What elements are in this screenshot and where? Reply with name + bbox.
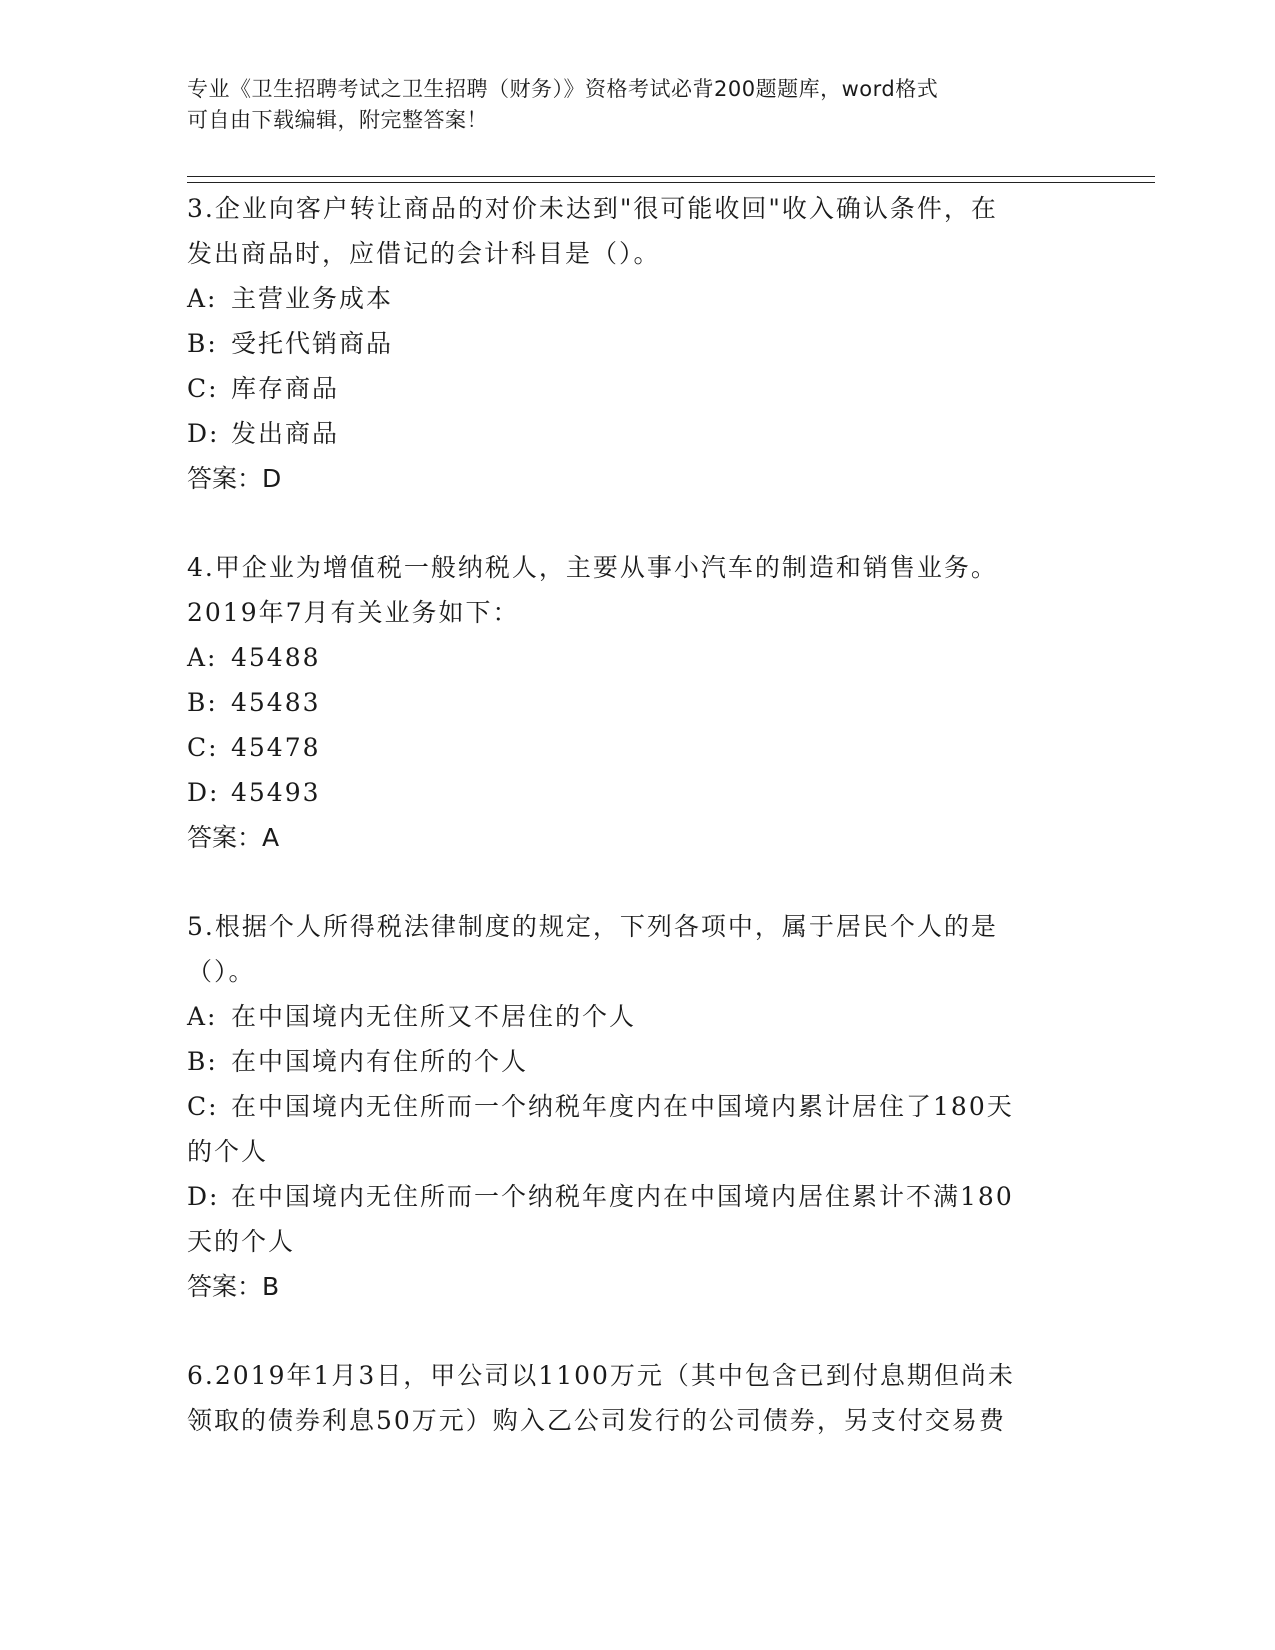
option-text: 45488 — [231, 643, 321, 672]
option-text: 在中国境内无住所而一个纳税年度内在中国境内累计居住了180天 — [231, 1092, 1014, 1121]
question-5-option-c — [187, 1084, 1087, 1129]
question-5-option-c-continued: 的个人 — [187, 1137, 269, 1166]
question-5-option-b — [187, 1039, 1087, 1084]
option-text: 发出商品 — [231, 419, 340, 448]
option-text: 主营业务成本 — [231, 284, 394, 313]
option-key: A: — [187, 284, 218, 313]
question-3-option-d — [187, 411, 1087, 456]
question-4-option-a — [187, 635, 1087, 680]
option-text: 在中国境内无住所而一个纳税年度内在中国境内居住累计不满180 — [231, 1182, 1014, 1211]
question-4-option-c — [187, 725, 1087, 770]
header-line-2: 可自由下载编辑，附完整答案！ — [187, 108, 488, 132]
question-3-answer: 答案：D — [187, 464, 282, 493]
header-line-1: 专业《卫生招聘考试之卫生招聘（财务）》资格考试必背200题题库，word格式 — [187, 77, 939, 101]
question-3 — [187, 186, 1087, 501]
option-key: C: — [187, 374, 219, 403]
option-key: B: — [187, 688, 218, 717]
question-6 — [187, 1353, 1087, 1443]
question-5-text-line-2: （）。 — [187, 957, 256, 986]
question-5-answer: 答案：B — [187, 1272, 280, 1301]
question-3-text-line-2: 发出商品时，应借记的会计科目是（）。 — [187, 239, 661, 268]
question-3-option-b — [187, 321, 1087, 366]
question-4-text-line-1: 4.甲企业为增值税一般纳税人，主要从事小汽车的制造和销售业务。 — [187, 553, 998, 582]
option-key: C: — [187, 733, 219, 762]
question-6-text-line-2: 领取的债券利息50万元）购入乙公司发行的公司债券，另支付交易费 — [187, 1406, 1006, 1435]
option-key: B: — [187, 329, 218, 358]
option-key: D: — [187, 778, 220, 807]
question-3-option-a — [187, 276, 1087, 321]
header-divider-top — [187, 176, 1155, 177]
question-5 — [187, 904, 1087, 1309]
option-text: 在中国境内有住所的个人 — [231, 1047, 529, 1076]
question-3-option-c — [187, 366, 1087, 411]
question-6-text-line-1: 6.2019年1月3日，甲公司以1100万元（其中包含已到付息期但尚未 — [187, 1361, 1015, 1390]
option-key: B: — [187, 1047, 218, 1076]
question-4-answer: 答案：A — [187, 823, 280, 852]
option-text: 在中国境内无住所又不居住的个人 — [231, 1002, 637, 1031]
option-text: 45483 — [231, 688, 321, 717]
question-5-option-a — [187, 994, 1087, 1039]
option-text: 45478 — [231, 733, 321, 762]
option-text: 库存商品 — [231, 374, 340, 403]
question-4-option-b — [187, 680, 1087, 725]
header-divider-bottom — [187, 182, 1155, 183]
question-4-option-d — [187, 770, 1087, 815]
option-key: D: — [187, 419, 220, 448]
question-list — [187, 186, 1087, 1487]
question-5-option-d — [187, 1174, 1087, 1219]
question-3-text-line-1: 3.企业向客户转让商品的对价未达到"很可能收回"收入确认条件，在 — [187, 194, 998, 223]
option-key: C: — [187, 1092, 219, 1121]
question-5-option-d-continued: 天的个人 — [187, 1227, 296, 1256]
option-key: D: — [187, 1182, 220, 1211]
option-key: A: — [187, 643, 218, 672]
question-4-text-line-2: 2019年7月有关业务如下： — [187, 598, 520, 627]
option-key: A: — [187, 1002, 218, 1031]
document-header — [187, 74, 1067, 136]
question-5-text-line-1: 5.根据个人所得税法律制度的规定，下列各项中，属于居民个人的是 — [187, 912, 998, 941]
question-4 — [187, 545, 1087, 860]
option-text: 45493 — [231, 778, 321, 807]
option-text: 受托代销商品 — [231, 329, 394, 358]
